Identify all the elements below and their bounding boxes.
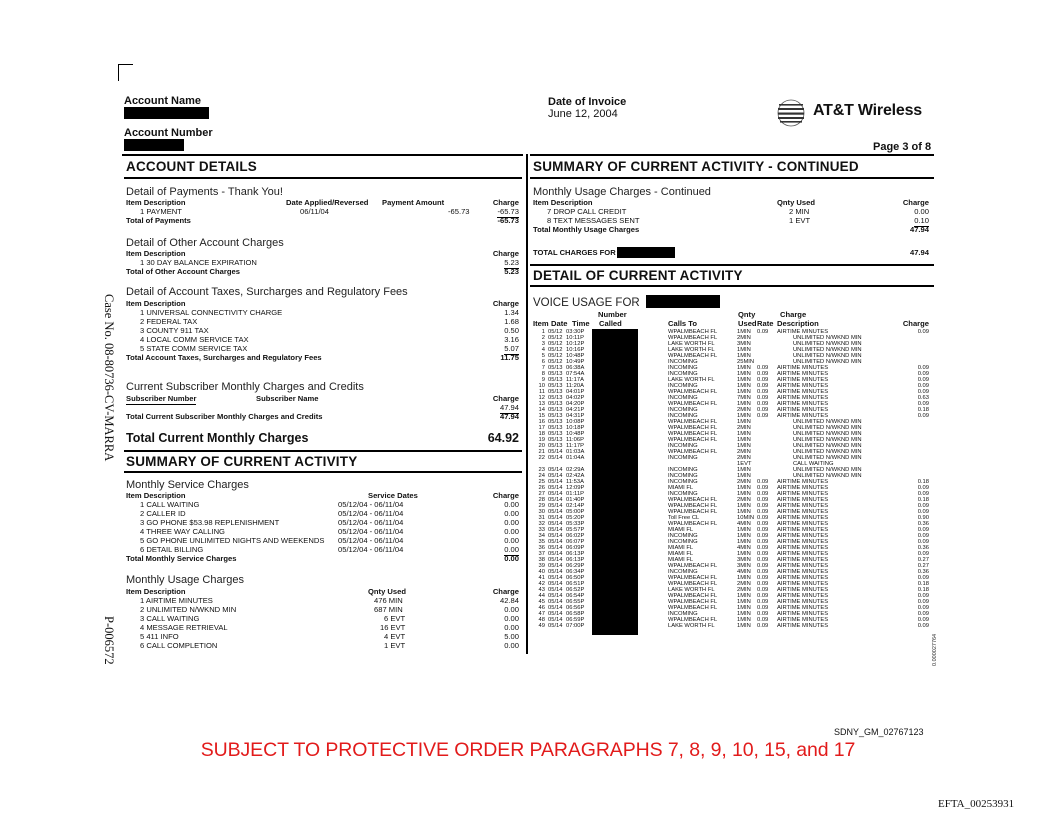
voice-usage-row: 8 05/13 07:54A INCOMING 1MIN 0.09 AIRTIME MINUTES 0.09 — [541, 371, 929, 377]
case-number-stamp: Case No. 08-80736-CV-MARRA — [102, 294, 116, 462]
detail-title: DETAIL OF CURRENT ACTIVITY — [533, 268, 743, 283]
voice-usage-row: 12 05/13 04:02P INCOMING 7MIN 0.09 AIRTIME MINUTES 0.63 — [538, 395, 929, 401]
voice-usage-row: 32 05/14 05:33P WPALMBEACH FL 4MIN 0.09 AIRTIME MINUTES 0.36 — [538, 521, 929, 527]
other-charges-title: Detail of Other Account Charges — [126, 237, 284, 249]
voice-usage-row: 21 05/14 01:03A WPALMBEACH FL 2MIN UNLIMITED N/WKND MIN — [538, 449, 862, 455]
account-number-label: Account Number — [124, 127, 213, 139]
total-charges-row: TOTAL CHARGES FOR 47.94 — [533, 248, 929, 257]
voice-table-header: Number Qnty Charge Item Date Time Called Calls To Used Rate Description Charge — [533, 310, 929, 328]
voice-usage-row: 9 05/13 11:17A LAKE WORTH FL 1MIN 0.09 AIRTIME MINUTES 0.09 — [541, 377, 929, 383]
usage-row: 2 UNLIMITED N/WKND MIN 687 MIN 0.00 — [140, 605, 519, 614]
summary-rule-bottom — [124, 471, 522, 473]
voice-usage-row: 4 05/12 10:16P LAKE WORTH FL 1MIN UNLIMITED N/WKND MIN — [541, 347, 862, 353]
col-date-applied: Date Applied/Reversed — [286, 198, 369, 207]
voice-usage-row: 33 05/14 05:57P MIAMI FL 1MIN 0.09 AIRTIME MINUTES 0.09 — [538, 527, 929, 533]
invoice-date-label: Date of Invoice — [548, 96, 627, 108]
voice-usage-row: 20 05/13 11:17P INCOMING 1MIN UNLIMITED N/WKND MIN — [538, 443, 862, 449]
payments-total-label: Total of Payments — [126, 216, 191, 225]
voice-usage-row: 28 05/14 01:40P WPALMBEACH FL 2MIN 0.09 AIRTIME MINUTES 0.18 — [538, 497, 929, 503]
voice-usage-row: 42 05/14 06:51P WPALMBEACH FL 2MIN 0.09 AIRTIME MINUTES 0.18 — [538, 581, 929, 587]
service-row: 6 DETAIL BILLING 05/12/04 - 06/11/04 0.00 — [140, 545, 519, 554]
voice-usage-row: 44 05/14 06:54P WPALMBEACH FL 1MIN 0.09 AIRTIME MINUTES 0.09 — [538, 593, 929, 599]
voice-usage-row: 26 05/14 12:09P MIAMI FL 1MIN 0.09 AIRTIME MINUTES 0.09 — [538, 485, 929, 491]
voice-usage-row: 49 05/14 07:00P LAKE WORTH FL 1MIN 0.09 AIRTIME MINUTES 0.09 — [538, 623, 929, 629]
voice-usage-row: 6 05/12 10:49P INCOMING 25MIN UNLIMITED N/WKND MIN — [541, 359, 862, 365]
voice-usage-row: 1EVT CALL WAITING — [737, 461, 834, 467]
voice-usage-row: 48 05/14 06:59P WPALMBEACH FL 1MIN 0.09 AIRTIME MINUTES 0.09 — [538, 617, 929, 623]
voice-usage-row: 13 05/13 04:20P WPALMBEACH FL 1MIN 0.09 AIRTIME MINUTES 0.09 — [538, 401, 929, 407]
col-payment-amount: Payment Amount — [382, 198, 445, 207]
voice-usage-row: 14 05/13 04:21P INCOMING 2MIN 0.09 AIRTIME MINUTES 0.18 — [538, 407, 929, 413]
usage-continued-row: 7 DROP CALL CREDIT 2 MIN 0.00 — [547, 207, 929, 216]
voice-usage-row: 15 05/13 04:31P INCOMING 1MIN 0.09 AIRTIME MINUTES 0.09 — [538, 413, 929, 419]
service-row: 5 GO PHONE UNLIMITED NIGHTS AND WEEKENDS 05/12/04 - 06/11/04 0.00 — [140, 536, 519, 545]
service-row: 1 CALL WAITING 05/12/04 - 06/11/04 0.00 — [140, 500, 519, 509]
detail-rule-bottom — [530, 285, 934, 287]
voice-usage-row: 25 05/14 11:53A INCOMING 2MIN 0.09 AIRTIME MINUTES 0.18 — [538, 479, 929, 485]
col-charge: Charge — [492, 198, 519, 207]
invoice-date-value: June 12, 2004 — [548, 108, 618, 120]
total-charges-redaction — [617, 247, 675, 258]
voice-usage-row: 31 05/14 05:20P Toll Free CL 10MIN 0.09 AIRTIME MINUTES 0.90 — [538, 515, 929, 521]
subscriber-charge: 47.94 — [499, 403, 519, 412]
voice-usage-row: 35 05/14 06:07P INCOMING 1MIN 0.09 AIRTIME MINUTES 0.09 — [538, 539, 929, 545]
protective-order-notice: SUBJECT TO PROTECTIVE ORDER PARAGRAPHS 7, 8, 9, 10, 15, and 17 — [200, 739, 856, 761]
account-number-redaction — [124, 139, 184, 151]
account-details-rule — [124, 177, 522, 179]
page-number: Page 3 of 8 — [873, 141, 932, 153]
column-divider — [526, 154, 528, 654]
tax-row: 5 STATE COMM SERVICE TAX 5.07 — [140, 344, 519, 353]
voice-usage-row: 22 05/14 01:04A INCOMING 2MIN UNLIMITED N/WKND MIN — [538, 455, 862, 461]
service-row: 2 CALLER ID 05/12/04 - 06/11/04 0.00 — [140, 509, 519, 518]
tax-row: 3 COUNTY 911 TAX 0.50 — [140, 326, 519, 335]
service-row: 4 THREE WAY CALLING 05/12/04 - 06/11/04 0.00 — [140, 527, 519, 536]
efta-number: EFTA_00253931 — [938, 798, 1015, 810]
voice-usage-row: 30 05/14 05:00P WPALMBEACH FL 1MIN 0.09 AIRTIME MINUTES 0.09 — [538, 509, 929, 515]
voice-usage-row: 5 05/12 10:48P WPALMBEACH FL 1MIN UNLIMITED N/WKND MIN — [541, 353, 862, 359]
usage-charges-title: Monthly Usage Charges — [126, 574, 245, 586]
service-charges-title: Monthly Service Charges — [126, 479, 249, 491]
voice-usage-row: 17 05/13 10:18P WPALMBEACH FL 2MIN UNLIMITED N/WKND MIN — [538, 425, 862, 431]
voice-usage-row: 1 05/12 03:30P WPALMBEACH FL 1MIN 0.09 AIRTIME MINUTES 0.09 — [541, 329, 929, 335]
voice-usage-row: 19 05/13 11:06P WPALMBEACH FL 1MIN UNLIMITED N/WKND MIN — [538, 437, 862, 443]
corner-mark — [118, 64, 133, 81]
other-charge-row: 1 30 DAY BALANCE EXPIRATION 5.23 — [140, 258, 519, 267]
subscriber-table: Subscriber Number Subscriber Name Charge 47.94 Total Current Subscriber Monthly Charges and Credits 47.94 — [126, 394, 519, 421]
payments-total: -65.73 — [497, 216, 519, 225]
account-name-redaction — [124, 107, 209, 119]
usage-continued-row: 8 TEXT MESSAGES SENT 1 EVT 0.10 — [547, 216, 929, 225]
voice-usage-row: 40 05/14 06:34P INCOMING 4MIN 0.09 AIRTIME MINUTES 0.36 — [538, 569, 929, 575]
usage-continued-title: Monthly Usage Charges - Continued — [533, 186, 711, 198]
voice-usage-row: 38 05/14 06:13P MIAMI FL 3MIN 0.09 AIRTIME MINUTES 0.27 — [538, 557, 929, 563]
account-name-label: Account Name — [124, 95, 202, 107]
voice-usage-row: 37 05/14 06:13P MIAMI FL 1MIN 0.09 AIRTIME MINUTES 0.09 — [538, 551, 929, 557]
att-globe-icon — [776, 98, 806, 128]
bates-number: SDNY_GM_02767123 — [834, 727, 924, 737]
account-details-title: ACCOUNT DETAILS — [126, 159, 257, 174]
voice-usage-rows — [533, 330, 929, 636]
voice-usage-row: 7 05/13 06:38A INCOMING 1MIN 0.09 AIRTIME MINUTES 0.09 — [541, 365, 929, 371]
voice-usage-row: 16 05/13 10:08P WPALMBEACH FL 1MIN UNLIMITED N/WKND MIN — [538, 419, 862, 425]
exhibit-stamp: P-006572 — [102, 616, 116, 665]
voice-usage-row: 34 05/14 06:02P INCOMING 1MIN 0.09 AIRTIME MINUTES 0.09 — [538, 533, 929, 539]
voice-usage-row: 46 05/14 06:56P WPALMBEACH FL 1MIN 0.09 AIRTIME MINUTES 0.09 — [538, 605, 929, 611]
subscriber-charges-title: Current Subscriber Monthly Charges and Credits — [126, 381, 364, 393]
voice-usage-row: 3 05/12 10:12P LAKE WORTH FL 3MIN UNLIMITED N/WKND MIN — [541, 341, 862, 347]
usage-row: 1 AIRTIME MINUTES 476 MIN 42.84 — [140, 596, 519, 605]
summary-continued-title: SUMMARY OF CURRENT ACTIVITY - CONTINUED — [533, 159, 859, 174]
voice-usage-row: 23 05/14 02:29A INCOMING 1MIN UNLIMITED N/WKND MIN — [538, 467, 862, 473]
service-charges-table: Item Description Service Dates Charge 1 CALL WAITING 05/12/04 - 06/11/04 0.00 2 CALLER ID 05/12/04 - 06/11/04 0.00 3 GO PHONE $53.98 REPLENISHMENT 05/12/04 - 06/11/04 0.00 4 THREE WAY CALLING 05/12/04 - 06/11/04 0.00 5 GO PHONE UNLIMITED NIGHTS AND WEEKENDS 05/12/04 - 06/11/04 0.00 6 DETAIL BILLING 05/12/04 - 06/11/04 0.00 Total Monthly Service Charges 0.00 — [126, 491, 519, 563]
left-column — [124, 155, 522, 655]
voice-usage-redaction — [646, 295, 720, 308]
voice-usage-title: VOICE USAGE FOR — [533, 293, 720, 307]
voice-usage-row: 18 05/13 10:48P WPALMBEACH FL 1MIN UNLIMITED N/WKND MIN — [538, 431, 862, 437]
tax-row: 4 LOCAL COMM SERVICE TAX 3.16 — [140, 335, 519, 344]
voice-usage-row: 41 05/14 06:50P WPALMBEACH FL 1MIN 0.09 AIRTIME MINUTES 0.09 — [538, 575, 929, 581]
other-charges-table: Item Description Charge 1 30 DAY BALANCE EXPIRATION 5.23 Total of Other Account Charges 5.23 — [126, 249, 519, 276]
voice-usage-row: 36 05/14 06:09P MIAMI FL 4MIN 0.09 AIRTIME MINUTES 0.36 — [538, 545, 929, 551]
voice-usage-row: 24 05/14 02:42A INCOMING 1MIN UNLIMITED N/WKND MIN — [538, 473, 862, 479]
voice-usage-row: 45 05/14 06:55P WPALMBEACH FL 1MIN 0.09 AIRTIME MINUTES 0.09 — [538, 599, 929, 605]
att-wireless-logo-text: AT&T Wireless — [813, 102, 922, 119]
total-current-monthly-label: Total Current Monthly Charges — [126, 431, 309, 445]
usage-row: 3 CALL WAITING 6 EVT 0.00 — [140, 614, 519, 623]
usage-continued-table: Item Description Qnty Used Charge 7 DROP CALL CREDIT 2 MIN 0.00 8 TEXT MESSAGES SENT 1 EVT 0.10 Total Monthly Usage Charges 47.94 — [533, 198, 929, 234]
voice-usage-row: 43 05/14 06:52P LAKE WORTH FL 2MIN 0.09 AIRTIME MINUTES 0.18 — [538, 587, 929, 593]
payment-row: 1 PAYMENT 06/11/04 -65.73 -65.73 — [140, 207, 519, 216]
taxes-title: Detail of Account Taxes, Surcharges and Regulatory Fees — [126, 286, 408, 298]
taxes-table: Item Description Charge 1 UNIVERSAL CONNECTIVITY CHARGE 1.34 2 FEDERAL TAX 1.68 3 COUNTY 911 TAX 0.50 4 LOCAL COMM SERVICE TAX 3.16 5 STATE COMM SERVICE TAX 5.07 Total Account Taxes, Surcharges and Regulatory Fees 11.75 — [126, 299, 519, 362]
tax-row: 2 FEDERAL TAX 1.68 — [140, 317, 519, 326]
payments-table — [126, 199, 519, 231]
summary-rule-top — [124, 450, 522, 452]
voice-usage-row: 2 05/12 10:11P WPALMBEACH FL 2MIN UNLIMITED N/WKND MIN — [541, 335, 862, 341]
total-current-monthly-value: 64.92 — [487, 431, 519, 445]
voice-usage-row: 39 05/14 06:29P WPALMBEACH FL 3MIN 0.09 AIRTIME MINUTES 0.27 — [538, 563, 929, 569]
voice-usage-row: 47 05/14 06:58P INCOMING 1MIN 0.09 AIRTIME MINUTES 0.09 — [538, 611, 929, 617]
summary-title: SUMMARY OF CURRENT ACTIVITY — [126, 454, 358, 469]
voice-usage-row: 10 05/13 11:20A INCOMING 1MIN 0.09 AIRTIME MINUTES 0.09 — [538, 383, 929, 389]
summary-continued-rule — [530, 177, 934, 179]
detail-rule-top — [530, 264, 934, 266]
right-column — [530, 155, 934, 655]
voice-usage-row: 29 05/14 02:14P WPALMBEACH FL 1MIN 0.09 AIRTIME MINUTES 0.09 — [538, 503, 929, 509]
usage-row: 6 CALL COMPLETION 1 EVT 0.00 — [140, 641, 519, 650]
voice-usage-row: 11 05/13 04:01P WPALMBEACH FL 1MIN 0.09 AIRTIME MINUTES 0.09 — [538, 389, 929, 395]
usage-charges-table: Item Description Qnty Used Charge 1 AIRTIME MINUTES 476 MIN 42.84 2 UNLIMITED N/WKND MIN 687 MIN 0.00 3 CALL WAITING 6 EVT 0.00 4 MESSAGE RETRIEVAL 16 EVT 0.00 5 411 INFO 4 EVT 5.00 6 CALL COMPLETION 1 EVT 0.00 — [126, 587, 519, 650]
usage-row: 5 411 INFO 4 EVT 5.00 — [140, 632, 519, 641]
col-item-description: Item Description — [126, 198, 186, 207]
service-row: 3 GO PHONE $53.98 REPLENISHMENT 05/12/04 - 06/11/04 0.00 — [140, 518, 519, 527]
document-id-stamp: 0.000027764 — [932, 633, 938, 666]
voice-usage-row: 27 05/14 01:11P INCOMING 1MIN 0.09 AIRTIME MINUTES 0.09 — [538, 491, 929, 497]
payments-title: Detail of Payments - Thank You! — [126, 186, 283, 198]
usage-row: 4 MESSAGE RETRIEVAL 16 EVT 0.00 — [140, 623, 519, 632]
tax-row: 1 UNIVERSAL CONNECTIVITY CHARGE 1.34 — [140, 308, 519, 317]
